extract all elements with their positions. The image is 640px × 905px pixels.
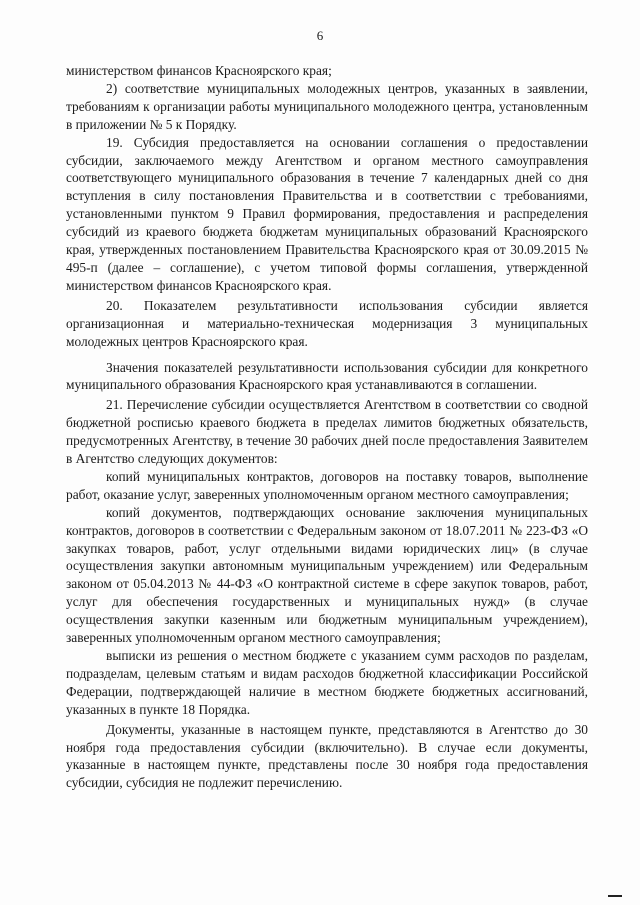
paragraph-8: копий документов, подтверждающих основание заключения муниципальных контрактов, договоров в соответствии с Федеральным законом от 18.07.2011 № 223-ФЗ «О закупках товаров, работ, услуг отдельными видами юридических лиц» (в случае осуществления закупки автономным муниципальным учреждением) или Федеральным законом от 05.04.2013 № 44-ФЗ «О контрактной системе в сфере закупок товаров, работ, услуг для обеспечения государственных и муниципальных нужд» (в случае осуществления закупки казенным или бюджетным муниципальным учреждением), заверенных уполномоченным органом местного самоуправления; [66, 504, 588, 646]
paragraph-9: выписки из решения о местном бюджете с указанием сумм расходов по разделам, подразделам, целевым статьям и видам расходов бюджетной классификации Российской Федерации, подтверждающей наличие в местном бюджете бюджетных ассигнований, указанных в пункте 18 Порядка. [66, 648, 588, 717]
corner-mark [608, 889, 622, 897]
paragraph-1: министерством финансов Красноярского края; [66, 63, 332, 78]
page-number: 6 [316, 28, 324, 43]
paragraph-5: Значения показателей результативности использования субсидии для конкретного муниципального образования Красноярского края устанавливаются в соглашении. [66, 359, 588, 393]
document-body [66, 62, 588, 792]
paragraph-3: 19. Субсидия предоставляется на основании соглашения о предоставлении субсидии, заключаемого между Агентством и органом местного самоуправления соответствующего муниципального образования в течение 7 календарных дней со дня вступления в силу постановления Правительства и в соответствии с требованиями, установленными пунктом 9 Правил формирования, предоставления и распределения субсидий из краевого бюджета бюджетам муниципальных образований Красноярского края, утвержденных постановлением Правительства Красноярского края от 30.09.2015 № 495-п (далее – соглашение), с учетом типовой формы соглашения, утвержденной министерством финансов Красноярского края. [66, 134, 588, 293]
paragraph-6: 21. Перечисление субсидии осуществляется Агентством в соответствии со сводной бюджетной росписью краевого бюджета в пределах лимитов бюджетных обязательств, предусмотренных Агентству, в течение 30 рабочих дней после предоставления Заявителем в Агентство следующих документов: [66, 397, 588, 467]
paragraph-10: Документы, указанные в настоящем пункте, представляются в Агентство до 30 ноября года предоставления субсидии (включительно). В случае если документы, указанные в настоящем пункте, представлены после 30 ноября года предоставления субсидии, субсидия не подлежит перечислению. [66, 721, 588, 791]
paragraph-4: 20. Показателем результативности использования субсидии является организационная и материально-техническая модернизация 3 муниципальных молодежных центров Красноярского края. [66, 297, 588, 349]
paragraph-7: копий муниципальных контрактов, договоров на поставку товаров, выполнение работ, оказание услуг, заверенных уполномоченным органом местного самоуправления; [66, 468, 588, 502]
paragraph-2: 2) соответствие муниципальных молодежных центров, указанных в заявлении, требованиям к организации работы муниципального молодежного центра, установленным в приложении № 5 к Порядку. [66, 80, 588, 132]
